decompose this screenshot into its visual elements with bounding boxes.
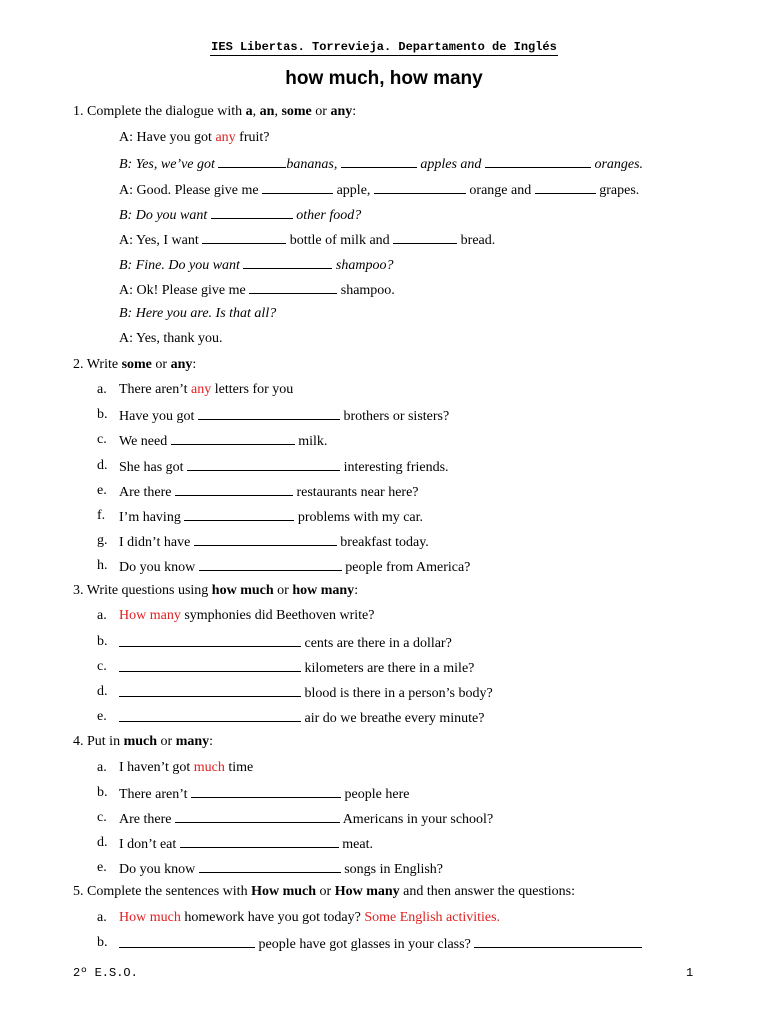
ex3-item-letter: b.	[97, 634, 108, 649]
dialogue-line-2: B: Yes, we’ve got bananas, apples and oranges.	[119, 154, 643, 174]
example-answer: any	[191, 382, 212, 397]
ex3-item-d: blood is there in a person’s body?	[119, 683, 493, 703]
example-answer: much	[193, 760, 225, 775]
answer-blank[interactable]	[119, 633, 301, 647]
ex4-item-d: I don’t eat meat.	[119, 834, 373, 854]
page-number: 1	[686, 966, 694, 980]
exercise-4-instruction: 4. Put in much or many:	[73, 734, 214, 749]
ex3-item-letter: d.	[97, 684, 108, 699]
answer-blank[interactable]	[171, 431, 295, 445]
dialogue-line-7: A: Ok! Please give me shampoo.	[119, 280, 395, 300]
ex2-item-h: Do you know people from America?	[119, 557, 470, 577]
answer-blank[interactable]	[184, 507, 294, 521]
ex3-item-a: How many symphonies did Beethoven write?	[119, 608, 375, 623]
ex4-item-c: Are there Americans in your school?	[119, 809, 493, 829]
ex2-item-letter: b.	[97, 407, 108, 422]
ex4-item-letter: c.	[97, 810, 107, 825]
example-answer: any	[215, 130, 236, 145]
dialogue-line-5: A: Yes, I want bottle of milk and bread.	[119, 230, 495, 250]
answer-blank[interactable]	[175, 809, 340, 823]
ex2-item-d: She has got interesting friends.	[119, 457, 449, 477]
answer-blank[interactable]	[199, 859, 341, 873]
ex2-item-a: There aren’t any letters for you	[119, 382, 294, 397]
answer-blank[interactable]	[474, 934, 642, 948]
page-title: how much, how many	[285, 68, 483, 89]
answer-blank[interactable]	[243, 255, 332, 269]
ex3-item-letter: e.	[97, 709, 107, 724]
ex2-item-f: I’m having problems with my car.	[119, 507, 423, 527]
answer-blank[interactable]	[175, 482, 293, 496]
answer-blank[interactable]	[262, 180, 333, 194]
dialogue-line-3: A: Good. Please give me apple, orange and grapes.	[119, 180, 639, 200]
answer-blank[interactable]	[218, 154, 286, 168]
ex4-item-letter: e.	[97, 860, 107, 875]
exercise-5-instruction: 5. Complete the sentences with How much or How many and then answer the questions:	[73, 884, 576, 899]
ex5-item-a: How much homework have you got today? Some English activities.	[119, 910, 501, 925]
ex3-item-e: air do we breathe every minute?	[119, 708, 484, 728]
answer-blank[interactable]	[249, 280, 337, 294]
dialogue-line-8: B: Here you are. Is that all?	[119, 306, 277, 321]
ex2-item-letter: a.	[97, 382, 107, 397]
ex5-item-letter: a.	[97, 910, 107, 925]
answer-blank[interactable]	[194, 532, 337, 546]
dialogue-line-6: B: Fine. Do you want shampoo?	[119, 255, 393, 275]
school-header: IES Libertas. Torrevieja. Departamento de Inglés	[211, 40, 557, 54]
ex2-item-letter: c.	[97, 432, 107, 447]
answer-blank[interactable]	[119, 658, 301, 672]
exercise-1-instruction: 1. Complete the dialogue with a, an, some or any:	[73, 104, 357, 119]
answer-blank[interactable]	[191, 784, 341, 798]
answer-blank[interactable]	[119, 708, 301, 722]
ex2-item-e: Are there restaurants near here?	[119, 482, 419, 502]
exercise-2-instruction: 2. Write some or any:	[73, 357, 197, 372]
dialogue-line-9: A: Yes, thank you.	[119, 331, 223, 346]
ex2-item-b: Have you got brothers or sisters?	[119, 406, 449, 426]
answer-blank[interactable]	[211, 205, 293, 219]
ex4-item-letter: b.	[97, 785, 108, 800]
answer-blank[interactable]	[374, 180, 466, 194]
ex3-item-b: cents are there in a dollar?	[119, 633, 452, 653]
ex4-item-e: Do you know songs in English?	[119, 859, 443, 879]
ex4-item-b: There aren’t people here	[119, 784, 409, 804]
answer-blank[interactable]	[393, 230, 457, 244]
dialogue-line-4: B: Do you want other food?	[119, 205, 361, 225]
ex2-item-letter: f.	[97, 508, 106, 523]
answer-blank[interactable]	[485, 154, 591, 168]
answer-blank[interactable]	[180, 834, 339, 848]
footer-course: 2º E.S.O.	[73, 966, 138, 980]
answer-blank[interactable]	[198, 406, 340, 420]
answer-blank[interactable]	[119, 934, 255, 948]
answer-blank[interactable]	[535, 180, 596, 194]
answer-blank[interactable]	[341, 154, 417, 168]
ex2-item-c: We need milk.	[119, 431, 327, 451]
ex2-item-letter: g.	[97, 533, 108, 548]
example-answer: How much	[119, 910, 181, 925]
ex3-item-letter: c.	[97, 659, 107, 674]
example-answer: Some English activities.	[364, 910, 501, 925]
answer-blank[interactable]	[119, 683, 301, 697]
answer-blank[interactable]	[199, 557, 342, 571]
ex2-item-letter: e.	[97, 483, 107, 498]
dialogue-line-1: A: Have you got any fruit?	[119, 130, 270, 145]
example-answer: How many	[119, 608, 181, 623]
ex3-item-letter: a.	[97, 608, 107, 623]
exercise-3-instruction: 3. Write questions using how much or how many:	[73, 583, 359, 598]
ex5-item-letter: b.	[97, 935, 108, 950]
ex4-item-letter: a.	[97, 760, 107, 775]
ex3-item-c: kilometers are there in a mile?	[119, 658, 474, 678]
answer-blank[interactable]	[187, 457, 340, 471]
ex4-item-letter: d.	[97, 835, 108, 850]
ex2-item-letter: h.	[97, 558, 108, 573]
answer-blank[interactable]	[202, 230, 286, 244]
ex4-item-a: I haven’t got much time	[119, 760, 254, 775]
ex2-item-letter: d.	[97, 458, 108, 473]
ex2-item-g: I didn’t have breakfast today.	[119, 532, 429, 552]
ex5-item-b: people have got glasses in your class?	[119, 934, 642, 954]
